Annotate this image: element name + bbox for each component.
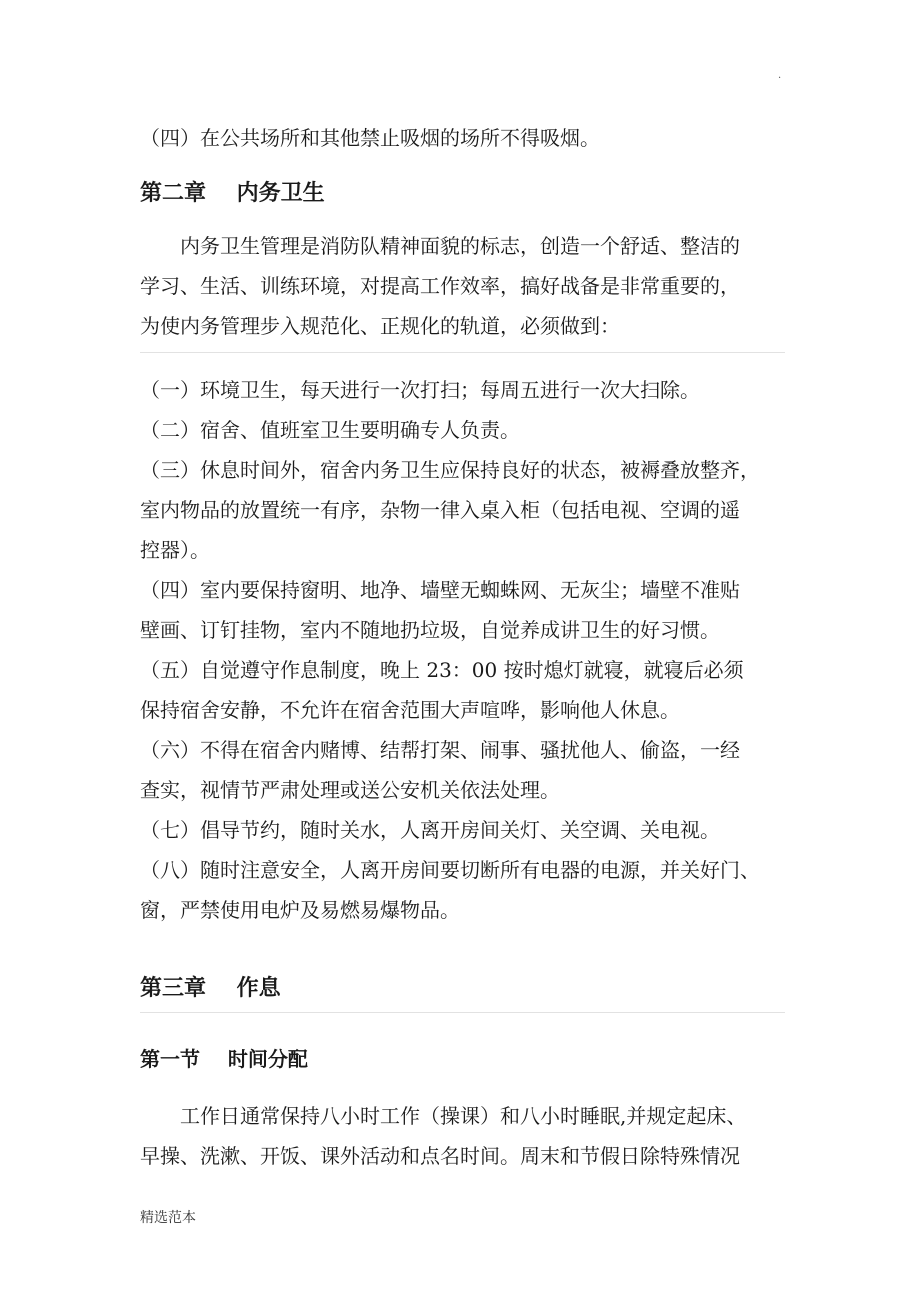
rule-line: 室内物品的放置统一有序，杂物一律入桌入柜（包括电视、空调的遥 [140,498,740,522]
rule-line: 壁画、订钉挂物，室内不随地扔垃圾，自觉养成讲卫生的好习惯。 [140,618,720,642]
rule-item [140,850,785,930]
chapter-2-intro [140,226,785,346]
section-divider [140,1012,785,1013]
hygiene-rules-list [140,370,785,930]
paragraph-line: 工作日通常保持八小时工作（操课）和八小时睡眠,并规定起床、 [180,1104,747,1128]
rule-line: （三）休息时间外，宿舍内务卫生应保持良好的状态，被褥叠放整齐， [140,458,760,482]
rule-line: （七）倡导节约，随时关水，人离开房间关灯、关空调、关电视。 [140,818,720,842]
rule-line: 查实，视情节严肃处理或送公安机关依法处理。 [140,778,560,802]
paragraph-line: 为使内务管理步入规范化、正规化的轨道，必须做到： [140,314,620,338]
section-1-heading: 第一节 时间分配 [140,1047,308,1071]
intro-paragraph [140,118,785,158]
rule-item [140,450,785,570]
rule-line: （五）自觉遵守作息制度，晚上 23：00 按时熄灯就寝，就寝后必须 [140,658,744,682]
paragraph-line: （四）在公共场所和其他禁止吸烟的场所不得吸烟。 [140,126,600,150]
chapter-2-heading: 第二章 内务卫生 [140,181,325,206]
rule-item [140,810,785,850]
rule-line: （八）随时注意安全，人离开房间要切断所有电器的电源，并关好门、 [140,858,760,882]
paragraph-line: 早操、洗漱、开饭、课外活动和点名时间。周末和节假日除特殊情况 [140,1144,740,1168]
rule-item [140,410,785,450]
paragraph-line: 学习、生活、训练环境，对提高工作效率，搞好战备是非常重要的， [140,274,740,298]
rule-line: （二）宿舍、值班室卫生要明确专人负责。 [140,418,520,442]
header-mark: . [778,70,782,81]
rule-line: 控器）。 [140,538,210,562]
rule-item [140,730,785,810]
rule-line: 窗，严禁使用电炉及易燃易爆物品。 [140,898,460,922]
section-divider [140,352,785,353]
page-footer: 精选范本 [140,1210,196,1226]
rule-item [140,650,785,730]
chapter-3-heading-block [140,971,785,1002]
paragraph-line: 内务卫生管理是消防队精神面貌的标志，创造一个舒适、整洁的 [180,234,740,258]
section-1-paragraph [140,1096,785,1176]
rule-line: （六）不得在宿舍内赌博、结帮打架、闹事、骚扰他人、偷盗，一经 [140,738,740,762]
chapter-2-heading-block [140,176,785,207]
rule-line: 保持宿舍安静，不允许在宿舍范围大声喧哗，影响他人休息。 [140,698,680,722]
chapter-3-heading: 第三章 作息 [140,976,281,1001]
rule-item [140,570,785,650]
section-1-heading-block [140,1043,785,1072]
rule-item [140,370,785,410]
rule-line: （四）室内要保持窗明、地净、墙壁无蜘蛛网、无灰尘；墙壁不准贴 [140,578,740,602]
rule-line: （一）环境卫生，每天进行一次打扫；每周五进行一次大扫除。 [140,378,700,402]
